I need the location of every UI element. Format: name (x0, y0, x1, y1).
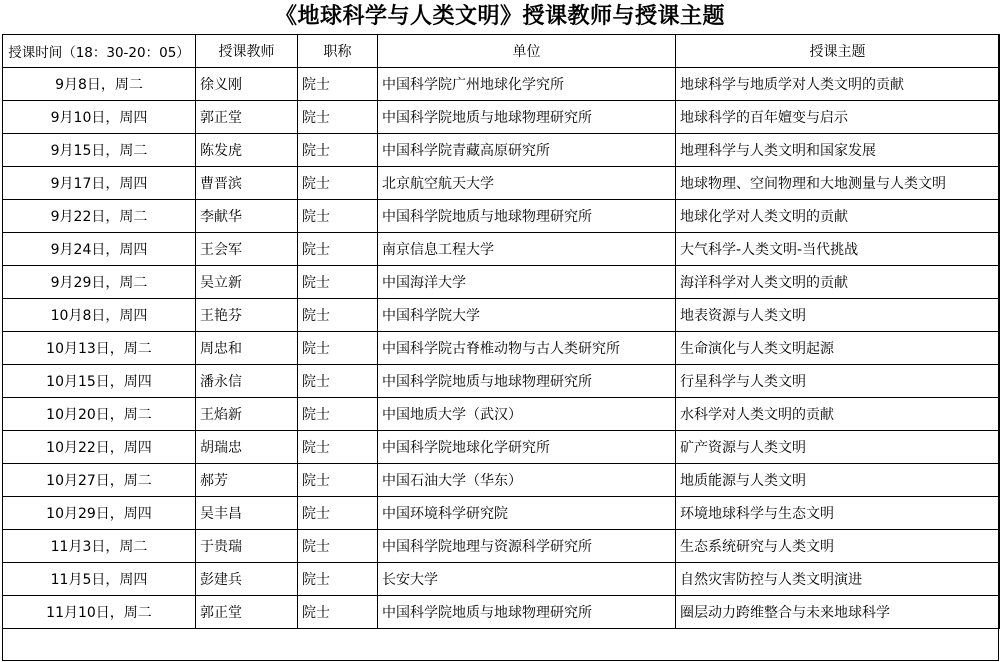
cell-teacher: 郭正堂 (196, 101, 298, 134)
cell-teacher: 周忠和 (196, 332, 298, 365)
cell-time: 11月10日，周二 (3, 596, 196, 629)
cell-unit: 中国环境科学研究院 (378, 497, 676, 530)
table-row (3, 200, 1000, 233)
cell-unit: 中国科学院地质与地球物理研究所 (378, 365, 676, 398)
cell-teacher: 彭建兵 (196, 563, 298, 596)
cell-teacher: 郝芳 (196, 464, 298, 497)
table-row (3, 299, 1000, 332)
cell-unit: 中国科学院地质与地球物理研究所 (378, 200, 676, 233)
cell-title: 院士 (298, 101, 378, 134)
cell-teacher: 陈发虎 (196, 134, 298, 167)
cell-topic: 大气科学-人类文明-当代挑战 (676, 233, 1000, 266)
cell-time: 10月27日，周二 (3, 464, 196, 497)
table-row (3, 464, 1000, 497)
cell-unit: 中国海洋大学 (378, 266, 676, 299)
cell-topic: 地球物理、空间物理和大地测量与人类文明 (676, 167, 1000, 200)
cell-title: 院士 (298, 431, 378, 464)
cell-teacher: 吴立新 (196, 266, 298, 299)
cell-title: 院士 (298, 596, 378, 629)
cell-time: 10月8日，周四 (3, 299, 196, 332)
cell-title: 院士 (298, 464, 378, 497)
cell-time: 9月29日，周二 (3, 266, 196, 299)
table-row (3, 365, 1000, 398)
header-unit: 单位 (378, 35, 676, 68)
cell-topic: 矿产资源与人类文明 (676, 431, 1000, 464)
cell-title: 院士 (298, 200, 378, 233)
cell-topic: 圈层动力跨维整合与未来地球科学 (676, 596, 1000, 629)
cell-title: 院士 (298, 530, 378, 563)
table-row (3, 431, 1000, 464)
cell-topic: 水科学对人类文明的贡献 (676, 398, 1000, 431)
header-teacher: 授课教师 (196, 35, 298, 68)
cell-title: 院士 (298, 134, 378, 167)
page-title: 《地球科学与人类文明》授课教师与授课主题 (274, 4, 725, 29)
cell-teacher: 于贵瑞 (196, 530, 298, 563)
cell-title: 院士 (298, 398, 378, 431)
table-row (3, 332, 1000, 365)
cell-title: 院士 (298, 299, 378, 332)
cell-teacher: 曹晋滨 (196, 167, 298, 200)
cell-unit: 北京航空航天大学 (378, 167, 676, 200)
cell-title: 院士 (298, 233, 378, 266)
table-header-row (3, 35, 1000, 68)
cell-topic: 地球化学对人类文明的贡献 (676, 200, 1000, 233)
cell-time: 9月8日，周二 (3, 68, 196, 101)
table-row (3, 596, 1000, 629)
cell-teacher: 吴丰昌 (196, 497, 298, 530)
cell-unit: 中国地质大学（武汉） (378, 398, 676, 431)
cell-time: 10月22日，周四 (3, 431, 196, 464)
cell-unit: 中国科学院地质与地球物理研究所 (378, 596, 676, 629)
cell-topic: 地理科学与人类文明和国家发展 (676, 134, 1000, 167)
cell-topic: 地球科学与地质学对人类文明的贡献 (676, 68, 1000, 101)
cell-time: 9月22日，周二 (3, 200, 196, 233)
cell-topic: 生态系统研究与人类文明 (676, 530, 1000, 563)
cell-topic: 环境地球科学与生态文明 (676, 497, 1000, 530)
cell-title: 院士 (298, 497, 378, 530)
cell-unit: 中国科学院大学 (378, 299, 676, 332)
cell-time: 9月24日，周四 (3, 233, 196, 266)
course-schedule-table (2, 34, 1000, 629)
cell-topic: 海洋科学对人类文明的贡献 (676, 266, 1000, 299)
cell-time: 9月17日，周四 (3, 167, 196, 200)
cell-teacher: 徐义刚 (196, 68, 298, 101)
table-row (3, 134, 1000, 167)
cell-teacher: 王艳芬 (196, 299, 298, 332)
cell-topic: 地球科学的百年嬗变与启示 (676, 101, 1000, 134)
cell-title: 院士 (298, 167, 378, 200)
cell-time: 9月15日，周二 (3, 134, 196, 167)
table-row (3, 497, 1000, 530)
cell-unit: 中国科学院地质与地球物理研究所 (378, 101, 676, 134)
cell-teacher: 郭正堂 (196, 596, 298, 629)
table-row (3, 167, 1000, 200)
cell-title: 院士 (298, 332, 378, 365)
cell-title: 院士 (298, 365, 378, 398)
cell-unit: 中国石油大学（华东） (378, 464, 676, 497)
cell-topic: 地质能源与人类文明 (676, 464, 1000, 497)
cell-unit: 中国科学院地理与资源科学研究所 (378, 530, 676, 563)
header-time: 授课时间（18：30-20：05） (3, 35, 196, 68)
cell-time: 10月13日，周二 (3, 332, 196, 365)
table-row (3, 233, 1000, 266)
table-row (3, 68, 1000, 101)
cell-unit: 中国科学院青藏高原研究所 (378, 134, 676, 167)
cell-time: 10月20日，周二 (3, 398, 196, 431)
cell-unit: 中国科学院古脊椎动物与古人类研究所 (378, 332, 676, 365)
cell-teacher: 胡瑞忠 (196, 431, 298, 464)
cell-unit: 中国科学院地球化学研究所 (378, 431, 676, 464)
header-title: 职称 (298, 35, 378, 68)
cell-unit: 长安大学 (378, 563, 676, 596)
cell-teacher: 李献华 (196, 200, 298, 233)
cell-teacher: 潘永信 (196, 365, 298, 398)
cell-topic: 行星科学与人类文明 (676, 365, 1000, 398)
cell-teacher: 王会军 (196, 233, 298, 266)
cell-unit: 中国科学院广州地球化学究所 (378, 68, 676, 101)
cell-topic: 自然灾害防控与人类文明演进 (676, 563, 1000, 596)
cell-teacher: 王焰新 (196, 398, 298, 431)
cell-time: 11月3日，周二 (3, 530, 196, 563)
table-row (3, 530, 1000, 563)
cell-topic: 地表资源与人类文明 (676, 299, 1000, 332)
cell-title: 院士 (298, 68, 378, 101)
table-row (3, 563, 1000, 596)
cell-unit: 南京信息工程大学 (378, 233, 676, 266)
cell-title: 院士 (298, 266, 378, 299)
cell-title: 院士 (298, 563, 378, 596)
cell-time: 9月10日，周四 (3, 101, 196, 134)
cell-time: 10月29日，周四 (3, 497, 196, 530)
header-topic: 授课主题 (676, 35, 1000, 68)
cell-time: 10月15日，周四 (3, 365, 196, 398)
table-row (3, 266, 1000, 299)
cell-time: 11月5日，周四 (3, 563, 196, 596)
table-row (3, 101, 1000, 134)
cell-topic: 生命演化与人类文明起源 (676, 332, 1000, 365)
table-row (3, 398, 1000, 431)
